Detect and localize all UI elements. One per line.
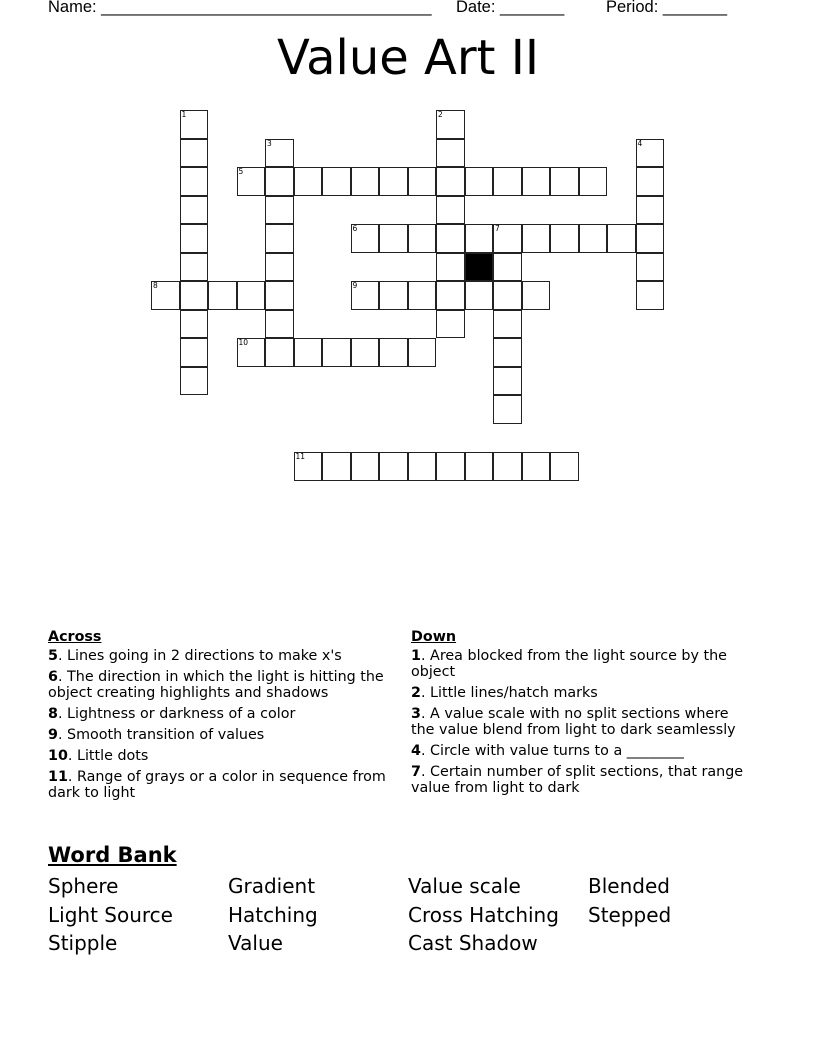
crossword-cell[interactable]	[322, 338, 351, 367]
crossword-cell[interactable]	[493, 338, 522, 367]
crossword-cell[interactable]	[436, 253, 465, 282]
crossword-cell[interactable]	[208, 281, 237, 310]
crossword-cell[interactable]	[493, 367, 522, 396]
clue-down-4	[411, 743, 756, 759]
crossword-cell[interactable]	[180, 253, 209, 282]
crossword-cell[interactable]	[493, 253, 522, 282]
crossword-cell[interactable]	[265, 196, 294, 225]
clue-text: . The direction in which the light is hitting the object creating highlights and shadows	[48, 669, 384, 701]
clue-across-10	[48, 748, 393, 764]
crossword-cell[interactable]	[180, 367, 209, 396]
crossword-cell[interactable]	[265, 167, 294, 196]
word-bank-heading: Word Bank	[48, 843, 177, 867]
clue-across-6	[48, 669, 393, 701]
crossword-cell[interactable]	[465, 224, 494, 253]
clue-text: . Certain number of split sections, that range value from light to dark	[411, 764, 744, 796]
date-field[interactable]: Date: _______	[456, 0, 565, 16]
crossword-cell[interactable]	[180, 139, 209, 168]
period-field[interactable]: Period: _______	[606, 0, 728, 16]
crossword-cell[interactable]	[493, 452, 522, 481]
crossword-cell[interactable]	[436, 167, 465, 196]
clue-number: 9	[48, 727, 58, 743]
crossword-cell[interactable]	[351, 224, 380, 253]
word-bank-item: Blended	[588, 874, 670, 898]
clue-across-8	[48, 706, 393, 722]
crossword-cell[interactable]	[408, 452, 437, 481]
clue-number: 7	[411, 764, 421, 780]
clue-number: 11	[48, 769, 68, 785]
crossword-cell[interactable]	[607, 224, 636, 253]
crossword-cell[interactable]	[465, 281, 494, 310]
crossword-cell[interactable]	[436, 110, 465, 139]
cell-number: 3	[267, 138, 272, 148]
across-clues	[48, 629, 393, 806]
crossword-cell[interactable]	[493, 281, 522, 310]
crossword-cell[interactable]	[265, 310, 294, 339]
crossword-cell[interactable]	[465, 167, 494, 196]
clue-text: . Little lines/hatch marks	[420, 685, 598, 701]
clue-text: . Circle with value turns to a ________	[420, 743, 684, 759]
crossword-cell[interactable]	[351, 452, 380, 481]
crossword-cell[interactable]	[180, 224, 209, 253]
cell-number: 9	[352, 281, 358, 290]
crossword-cell[interactable]	[237, 167, 266, 196]
word-bank-item: Cross Hatching	[408, 903, 559, 927]
clue-number: 6	[48, 669, 58, 685]
crossword-cell[interactable]	[294, 167, 323, 196]
crossword-cell[interactable]	[436, 224, 465, 253]
clue-down-3	[411, 706, 756, 738]
crossword-cell[interactable]	[408, 224, 437, 253]
crossword-cell[interactable]	[493, 310, 522, 339]
crossword-cell[interactable]	[436, 196, 465, 225]
down-clues	[411, 629, 756, 801]
crossword-cell[interactable]	[522, 281, 551, 310]
word-bank-item: Light Source	[48, 903, 173, 927]
name-field[interactable]: Name: ____________________________________	[48, 0, 432, 16]
crossword-cell[interactable]	[379, 338, 408, 367]
crossword-cell[interactable]	[265, 253, 294, 282]
clue-number: 8	[48, 706, 58, 722]
clue-number: 3	[411, 706, 421, 722]
across-heading: Across	[48, 629, 102, 645]
crossword-cell[interactable]	[579, 224, 608, 253]
clue-across-11	[48, 769, 393, 801]
crossword-cell[interactable]	[180, 310, 209, 339]
cell-number: 7	[495, 224, 500, 233]
cell-number: 6	[352, 224, 358, 233]
word-bank-item: Hatching	[228, 903, 318, 927]
crossword-cell[interactable]	[151, 281, 180, 310]
crossword-cell[interactable]	[636, 196, 665, 225]
crossword-cell[interactable]	[180, 338, 209, 367]
word-bank-item: Gradient	[228, 874, 316, 898]
crossword-cell[interactable]	[180, 167, 209, 196]
clue-text: . Range of grays or a color in sequence from dark to light	[48, 769, 386, 801]
crossword-cell[interactable]	[265, 281, 294, 310]
black-square	[465, 253, 494, 282]
crossword-cell[interactable]	[522, 224, 551, 253]
cell-number: 1	[181, 110, 187, 119]
crossword-cell[interactable]	[408, 338, 437, 367]
clue-across-5	[48, 648, 393, 664]
crossword-cell[interactable]	[436, 310, 465, 339]
crossword-cell[interactable]	[351, 338, 380, 367]
cell-number: 8	[153, 281, 158, 290]
word-bank-item: Cast Shadow	[408, 931, 538, 955]
crossword-cell[interactable]	[550, 167, 579, 196]
clue-number: 10	[48, 748, 68, 764]
crossword-cell[interactable]	[550, 452, 579, 481]
crossword-cell[interactable]	[636, 281, 665, 310]
crossword-cell[interactable]	[294, 452, 323, 481]
crossword-cell[interactable]	[379, 224, 408, 253]
crossword-cell[interactable]	[379, 281, 408, 310]
crossword-cell[interactable]	[493, 167, 522, 196]
crossword-cell[interactable]	[636, 167, 665, 196]
clue-number: 5	[48, 648, 58, 664]
cell-number: 2	[438, 110, 443, 119]
word-bank-item: Sphere	[48, 874, 119, 898]
cell-number: 10	[238, 338, 249, 347]
crossword-cell[interactable]	[436, 452, 465, 481]
crossword-cell[interactable]	[493, 224, 522, 253]
crossword-cell[interactable]	[636, 253, 665, 282]
word-bank-item: Stepped	[588, 903, 672, 927]
crossword-cell[interactable]	[180, 196, 209, 225]
clue-number: 1	[411, 648, 421, 664]
down-heading: Down	[411, 629, 457, 645]
clue-down-2	[411, 685, 756, 701]
clue-text: . Little dots	[67, 748, 149, 764]
cell-number: 4	[637, 138, 643, 148]
crossword-cell[interactable]	[351, 167, 380, 196]
clue-across-9	[48, 727, 393, 743]
crossword-cell[interactable]	[522, 167, 551, 196]
crossword-cell[interactable]	[265, 338, 294, 367]
crossword-cell[interactable]	[522, 452, 551, 481]
crossword-cell[interactable]	[408, 281, 437, 310]
page-title: Value Art II	[276, 30, 540, 86]
clue-number: 2	[411, 685, 421, 701]
crossword-cell[interactable]	[636, 224, 665, 253]
cell-number: 5	[238, 167, 244, 176]
clue-text: . Smooth transition of values	[57, 727, 265, 743]
crossword-cell[interactable]	[237, 281, 266, 310]
crossword-cell[interactable]	[379, 452, 408, 481]
crossword-cell[interactable]	[465, 452, 494, 481]
crossword-cell[interactable]	[408, 167, 437, 196]
word-bank-item: Stipple	[48, 931, 118, 955]
clue-text: . Lightness or darkness of a color	[57, 706, 296, 722]
clue-text: . Lines going in 2 directions to make x's	[57, 648, 342, 664]
crossword-cell[interactable]	[436, 139, 465, 168]
crossword-cell[interactable]	[180, 281, 209, 310]
clue-down-7	[411, 764, 756, 796]
word-bank-item: Value	[228, 931, 283, 955]
clue-text: . Area blocked from the light source by the object	[411, 648, 727, 680]
crossword-cell[interactable]	[579, 167, 608, 196]
clue-down-1	[411, 648, 756, 680]
clue-number: 4	[411, 743, 421, 759]
clue-text: . A value scale with no split sections where the value blend from light to dark seamlessly	[411, 706, 736, 738]
crossword-cell[interactable]	[379, 167, 408, 196]
crossword-cell[interactable]	[180, 110, 209, 139]
crossword-cell[interactable]	[351, 281, 380, 310]
crossword-cell[interactable]	[636, 139, 665, 168]
cell-number: 11	[295, 452, 306, 461]
crossword-cell[interactable]	[322, 167, 351, 196]
crossword-cell[interactable]	[550, 224, 579, 253]
crossword-cell[interactable]	[237, 338, 266, 367]
crossword-cell[interactable]	[265, 224, 294, 253]
word-bank-item: Value scale	[408, 874, 521, 898]
crossword-cell[interactable]	[436, 281, 465, 310]
crossword-cell[interactable]	[322, 452, 351, 481]
crossword-cell[interactable]	[294, 338, 323, 367]
crossword-cell[interactable]	[265, 139, 294, 168]
crossword-cell[interactable]	[493, 395, 522, 424]
